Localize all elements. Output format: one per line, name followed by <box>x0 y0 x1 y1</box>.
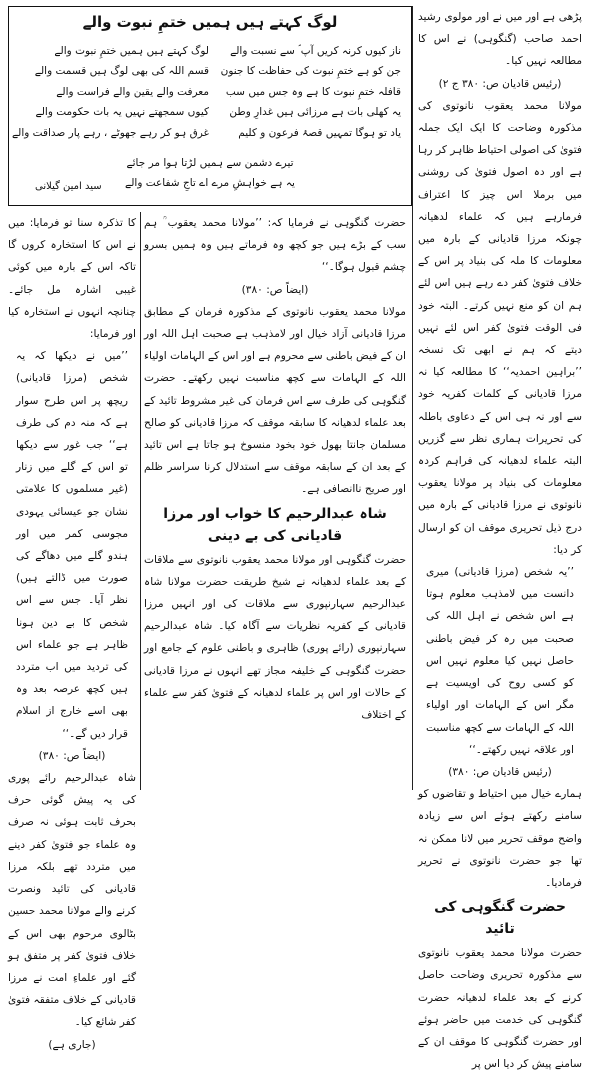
verse-line: غرق ہو کر رہے جھوٹے ، رہے پار صداقت والے <box>11 126 209 139</box>
column-divider <box>140 212 141 790</box>
poem-title: لوگ کہتے ہیں ہمیں ختمِ نبوت والے <box>82 13 338 31</box>
verse-line: یاد تو ہوگا تمہیں قصۂ فرعون و کلیم <box>238 126 401 139</box>
left-column <box>8 212 136 1051</box>
quoted-passage: ’’یہ شخص (مرزا قادیانی) میری دانست میں لامذہب معلوم ہوتا ہے اس شخص نے اہل اللہ کی صحبت میں رہ کر فیض باطنی حاصل نہیں کیا معلوم نہیں اس کو کسی روح کی اویسیت ہے مگر اس کے الہامات اور اولیاء اللہ کے الہامات سے کچھ مناسبت اور علاقہ نہیں رکھتے۔‘‘ <box>426 566 574 756</box>
paragraph: ہمارے خیال میں احتیاط و تقاضوں کو سامنے رکھتے ہوئے اس سے زیادہ واضح موقف تحریر میں لانا ممکن نہ تھا جو حضرت نانوتوی نے تحریر فرمادیا۔ <box>418 788 582 889</box>
verse-line: قسم اللہ کی بھی لوگ ہیں قسمت والے <box>34 65 209 78</box>
section-heading: حضرت گنگوہی کی تائید <box>434 899 566 938</box>
verse-line: ناز کیوں کرنہ کریں آپ ؐ سے نسبت والے <box>230 45 401 57</box>
citation: (جاری ہے) <box>48 1038 96 1051</box>
right-column <box>418 6 582 1071</box>
quoted-passage: ’’میں نے دیکھا کہ یہ شخص (مرزا قادیانی) ریچھ پر اس طرح سوار ہے کہ منہ دم کی طرف ہے‘‘ جب غور سے دیکھا تو اس کے گلے میں زنار (غیر مسلموں کا علامتی نشان جو عیسائی یہودی مجوسی کمر میں اور ہندو گلے میں دھاگے کی صورت میں ڈالتے ہیں) نظر آیا۔ جس سے اس شخص کا بے دین ہونا ظاہر ہے جو علماء اس کی تردید میں اب متردد ہیں کچھ عرصہ بعد وہ بھی اسے خارج از اسلام قرار دیں گے۔‘‘ <box>16 350 128 740</box>
paragraph: مولانا محمد یعقوب نانوتوی کی مذکورہ وضاحت کا ایک ایک جملہ فتویٰ کی اصولی احتیاط ظاہر کر رہا ہے اور دہ اصول فتویٰ کی روشنی میں برملا اس چیز کا اعتراف فرمارہے ہیں کہ علماء لدھیانہ چونکہ مرزا قادیانی کے بارہ میں معلومات کا ملہ کی بنیاد پر اس کے خلاف فتویٰ کفر دے رہے ہیں اس لئے ہم ان کو منع نہیں کرتے۔ البتہ خود فی الوقت فتویٰ کفر اس لئے نہیں دیتے کہ ہم نے ابھی تک نسخہ ’’براہین احمدیہ‘‘ کا مطالعہ کیا نہ مرزا قادیانی کے کلمات کفریہ خود سے اور نہ ہی اس کے دعاوی باطلہ کی تحریرات ہماری نظر سے گزریں البتہ علماء لدھیانہ کی فراہم کردہ معلومات کی بنیاد پر مولانا یعقوب نانوتوی نے مرزا قادیانی کے بارہ میں درج ذیل تحریری موقف ان کو ارسال کر دیا: <box>418 99 582 556</box>
verse-line: کیوں سمجھتے نہیں یہ بات حکومت والے <box>35 106 209 119</box>
section-heading: شاہ عبدالرحیم کا خواب اور مرزا قادیانی کی بے دینی <box>163 505 387 544</box>
paragraph: پڑھی ہے اور میں نے اور مولوی رشید احمد صاحب (گنگوہی) نے اس کا مطالعہ نہیں کیا۔ <box>418 11 582 68</box>
poem-box <box>8 6 412 206</box>
paragraph: حضرت گنگوہی نے فرمایا کہ: ’’مولانا محمد یعقوب ؒ ہم سب کے بڑے ہیں جو کچھ وہ فرماتے ہیں وہ ہمیں بسرو چشم قبول ہوگا۔‘‘ <box>144 217 406 274</box>
paragraph: حضرت مولانا محمد یعقوب نانوتوی سے مذکورہ تحریری وضاحت حاصل کرنے کے بعد علماء لدھیانہ حضرت گنگوہی کی خدمت میں حاضر ہوئے اور حضرت گنگوہی کا موقف ان کے سامنے پیش کر دیا اس پر <box>418 947 582 1071</box>
citation: (رئیس قادیان ص: ۳۸۰) <box>448 765 552 778</box>
verse-line: تیرے دشمن سے ہمیں لڑتا ہوا مر جائے <box>126 157 294 169</box>
paragraph: شاہ عبدالرحیم رائے پوری کی یہ پیش گوئی حرف بحرف ثابت ہوئی نہ صرف وہ علماء جو فتویٰ کفر دینے میں متردد تھے بلکہ مرزا قادیانی کی تائید ونصرت کرنے والے مولانا محمد حسین بٹالوی مرحوم بھی اس کے خلاف فتویٰ کفر پر متفق ہو گئے اور علماءِ امت نے مرزا قادیانی کے خلاف متفقہ فتویٰ کفر شائع کیا۔ <box>8 772 136 1029</box>
verse-line: یہ ہے خواہشِ مرے اے تاجِ شفاعت والے <box>125 177 295 190</box>
paragraph: کا تذکرہ سنا تو فرمایا: میں نے اس کا استخارہ کروں گا تاکہ اس کے بارہ میں کوئی غیبی اشارہ مل جائے۔ چنانچہ انہوں نے استخارہ کیا اور فرمایا: <box>8 217 136 341</box>
citation: (رئیس قادیان ص: ۳۸۰ ج ۲) <box>438 77 562 90</box>
poem-left-verses <box>11 41 209 143</box>
poem-right-verses <box>215 41 401 143</box>
verse-line: معرفت والے یقین والے فراست والے <box>56 85 209 98</box>
verse-line: جن کو ہے ختمِ نبوت کی حفاظت کا جنون <box>220 65 401 78</box>
paragraph: حضرت گنگوہی اور مولانا محمد یعقوب نانوتوی سے ملاقات کے بعد علماء لدھیانہ نے شیخ طریقت حضرت مولانا شاہ عبدالرحیم سہارنپوری سے ملاقات کی اور انہیں مرزا قادیانی کے کفریہ نظریات سے آگاہ کیا۔ شاہ عبدالرحیم سہارنپوری (رائے پوری) ظاہری و باطنی علوم کے جامع اور حضرت گنگوہی کے خلیفہ مجاز تھے انہوں نے مرزا قادیانی کے حالات اور اس پر علماء لدھیانہ کے فتویٰ کفر سے علماء کے اختلاف <box>144 553 406 722</box>
paragraph: مولانا محمد یعقوب نانوتوی کے مذکورہ فرمان کے مطابق مرزا قادیانی آزاد خیال اور لامذہب ہے صحبت اہل اللہ اور ان کے فیض باطنی سے محروم ہے اور اس کے الہامات اولیاء اللہ کے الہامات سے کچھ مناسبت نہیں رکھتے۔ حضرت گنگوہی کی طرف سے اس فرمان کی غیر مشروط تائید کے بعد علماء لدھیانہ کا سابقہ موقف کہ مرزا قادیانی کو صالح مسلمان جانتا بھول خود بخود منسوخ ہو جاتا ہے اس تائید کے بعد ان کے سابقہ موقف سے استدلال کرنا سراسر ظلم اور صریح ناانصافی ہے۔ <box>144 305 406 496</box>
citation: (ایضاً ص: ۳۸۰) <box>241 283 309 296</box>
verse-line: قافلہ ختمِ نبوت کا ہے وہ جس میں سب <box>225 85 401 98</box>
citation: (ایضاً ص: ۳۸۰) <box>38 749 106 762</box>
column-divider <box>412 6 413 790</box>
middle-column <box>144 212 406 790</box>
verse-line: یہ کھلی بات ہے مرزائی ہیں غدارِ وطن <box>229 106 401 119</box>
poem-signature: سید امین گیلانی <box>35 181 102 192</box>
verse-line: لوگ کہتے ہیں ہمیں ختمِ نبوت والے <box>54 45 209 57</box>
